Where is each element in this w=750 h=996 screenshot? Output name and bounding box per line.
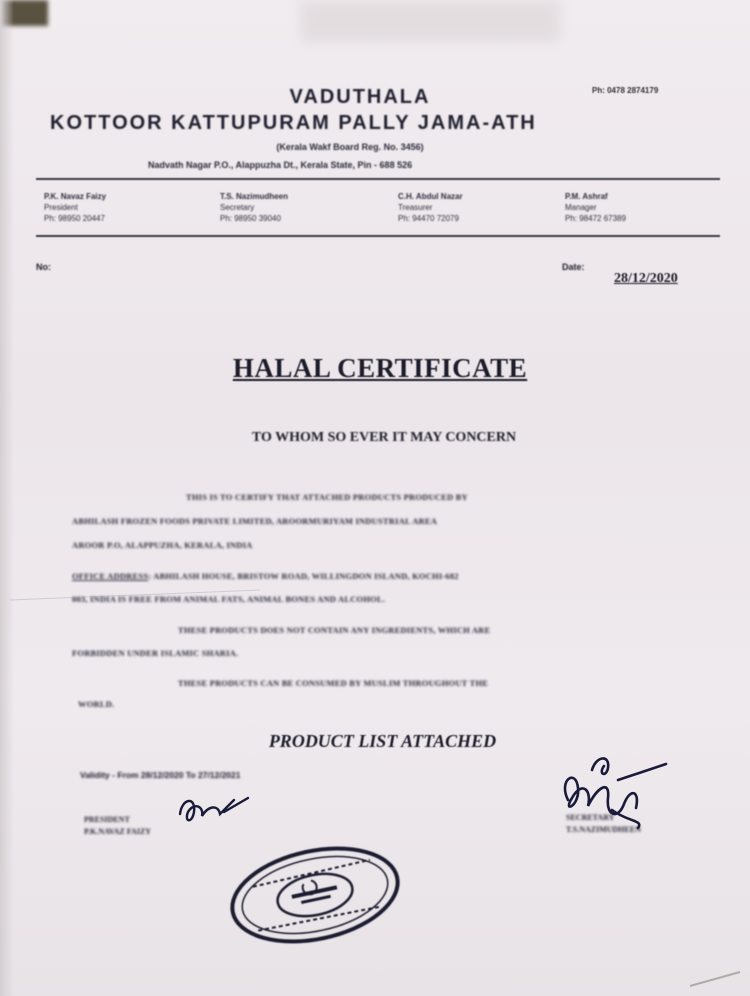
president-role: PRESIDENT [84, 815, 130, 824]
body-line: AROOR P.O, ALAPPUZHA, KERALA, INDIA [72, 540, 253, 550]
office-address-label: OFFICE ADDRESS [72, 571, 149, 581]
office-bearer-name: P.M. Ashraf [565, 192, 608, 201]
body-line: 003, INDIA IS FREE FROM ANIMAL FATS, ANIMAL BONES AND ALCOHOL. [72, 594, 386, 604]
letterhead-line1: VADUTHALA [289, 86, 431, 108]
office-bearer-phone: Ph: 98472 67389 [565, 214, 626, 223]
office-bearer-name: C.H. Abdul Nazar [398, 192, 463, 201]
certificate-title: HALAL CERTIFICATE [232, 353, 528, 383]
product-list-note: PRODUCT LIST ATTACHED [268, 731, 497, 751]
secretary-role: SECRETARY [566, 813, 615, 822]
letterhead-phone: Ph: 0478 2874179 [592, 86, 659, 95]
body-line: THIS IS TO CERTIFY THAT ATTACHED PRODUCTS PRODUCED BY [186, 492, 468, 502]
office-address-text: : ABHILASH HOUSE, BRISTOW ROAD, WILLINGDON ISLAND, KOCHI-682 [148, 571, 459, 581]
body-line: FORBIDDEN UNDER ISLAMIC SHARIA. [72, 648, 239, 658]
salutation: TO WHOM SO EVER IT MAY CONCERN [251, 430, 517, 445]
office-bearer [398, 191, 463, 224]
body-line: THESE PRODUCTS CAN BE CONSUMED BY MUSLIM THROUGHOUT THE [178, 678, 489, 688]
office-bearer-role: Treasurer [398, 203, 433, 212]
office-bearer-role: Manager [565, 203, 597, 212]
letterhead-line2: KOTTOOR KATTUPURAM PALLY JAMA-ATH [50, 112, 537, 134]
body-line: THESE PRODUCTS DOES NOT CONTAIN ANY INGREDIENTS, WHICH ARE [178, 625, 491, 635]
validity-period: Validity - From 28/12/2020 To 27/12/2021 [80, 770, 241, 780]
office-bearer-phone: Ph: 98950 20447 [44, 214, 105, 223]
paper-smudge [300, 0, 560, 42]
president-name: P.K.NAVAZ FAIZY [84, 827, 152, 836]
office-bearer-role: Secretary [220, 203, 255, 212]
letterhead-divider-bottom [36, 235, 720, 237]
president-signature [174, 792, 254, 828]
office-bearer-name: T.S. Nazimudheen [220, 192, 289, 201]
secretary-block [566, 812, 641, 836]
letterhead-reg: (Kerala Wakf Board Reg. No. 3456) [276, 142, 424, 152]
office-bearer-phone: Ph: 94470 72079 [398, 214, 459, 223]
office-bearer-name: P.K. Navaz Faizy [44, 192, 107, 201]
letterhead-divider-top [36, 178, 720, 180]
body-line [72, 571, 459, 581]
office-bearer [565, 191, 626, 224]
body-line: ABHILASH FROZEN FOODS PRIVATE LIMITED, AROORMURIYAM INDUSTRIAL AREA [72, 516, 438, 526]
office-bearer-phone: Ph: 98950 39040 [220, 214, 281, 223]
letterhead-address: Nadvath Nagar P.O., Alappuzha Dt., Kerala State, Pin - 688 526 [148, 160, 413, 170]
president-block [84, 814, 151, 838]
office-bearer-role: President [44, 203, 78, 212]
ref-number-label: No: [36, 262, 51, 272]
office-bearer [220, 191, 288, 224]
mosque-seal-stamp [226, 842, 404, 948]
date-label: Date: [562, 262, 585, 272]
certificate-date: 28/12/2020 [614, 271, 678, 286]
secretary-name: T.S.NAZIMUDHEEN [566, 825, 641, 834]
office-bearer [44, 191, 106, 224]
body-line: WORLD. [78, 699, 115, 709]
